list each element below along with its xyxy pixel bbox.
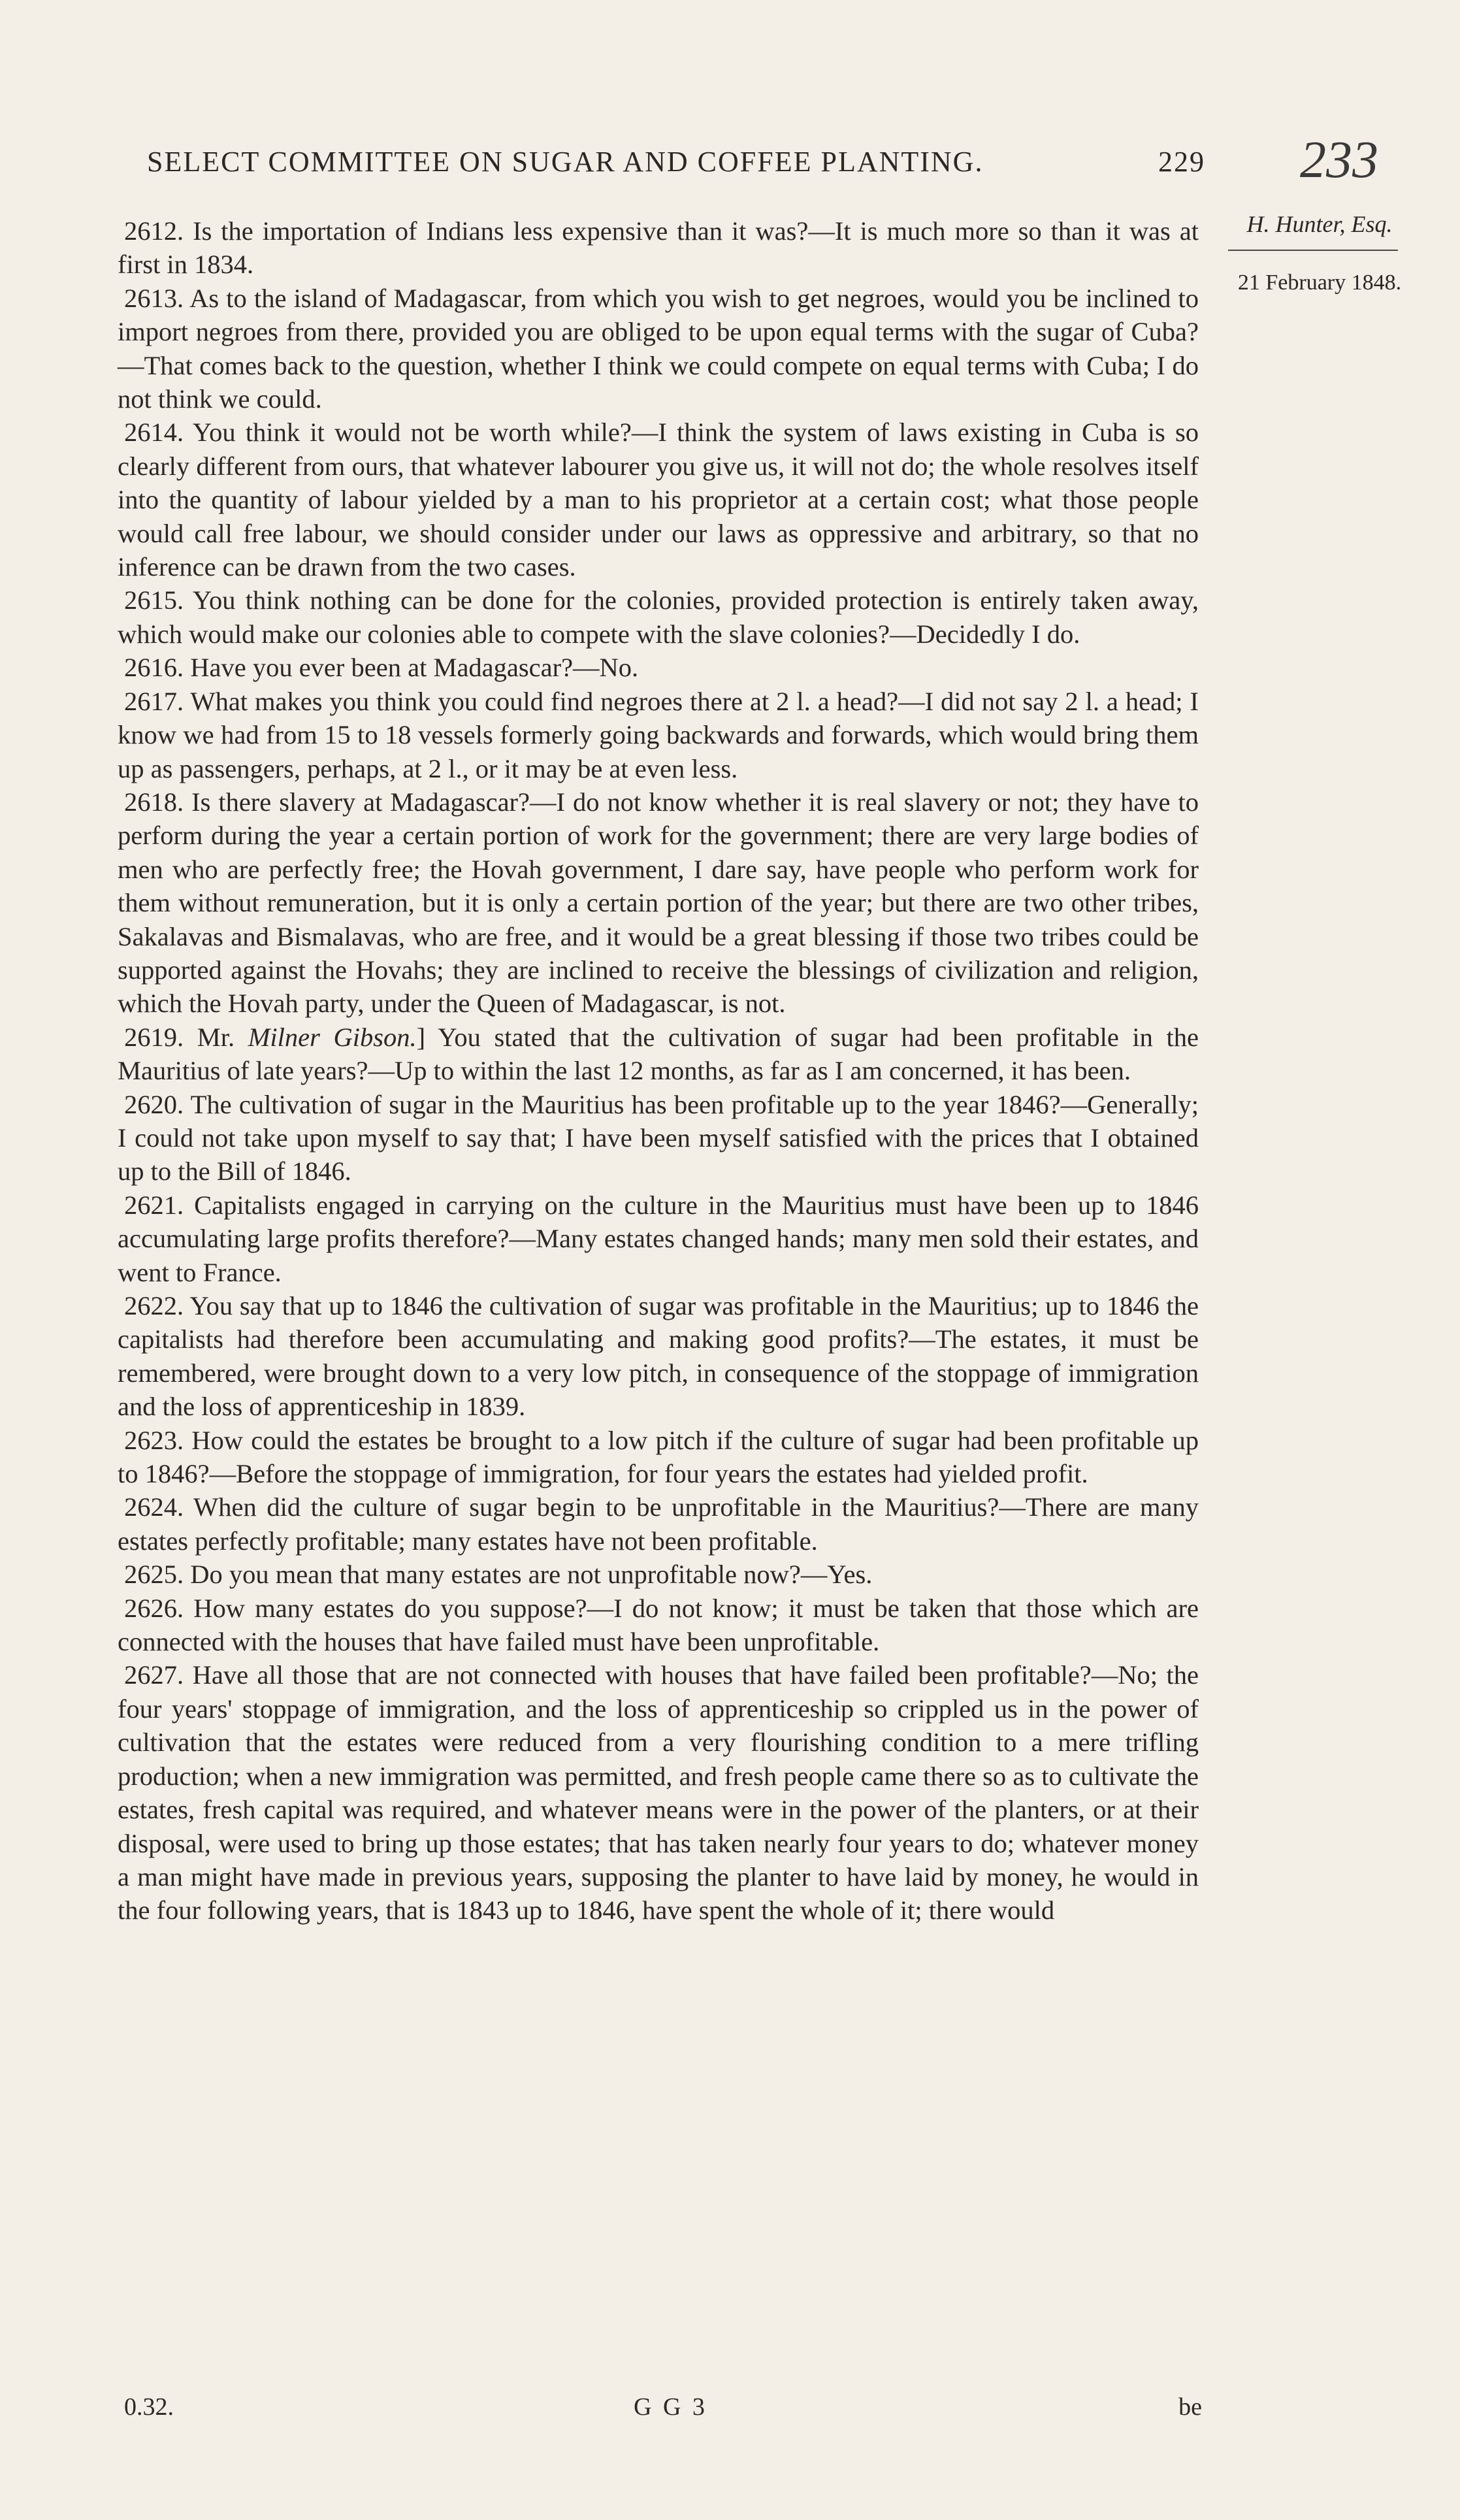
question-number: 2617. <box>124 686 184 716</box>
margin-rule <box>1228 250 1398 251</box>
question-number: 2624. <box>124 1492 184 1522</box>
witness-name: H. Hunter, Esq. <box>1246 211 1393 237</box>
question-number: 2623. <box>124 1425 184 1455</box>
question-number: 2614. <box>124 417 184 448</box>
testimony-paragraph <box>118 416 1199 583</box>
question-number: 2615. <box>124 585 184 615</box>
speaker-prefix: Mr. <box>184 1022 248 1052</box>
testimony-paragraph <box>118 282 1199 416</box>
testimony-paragraph <box>118 651 1199 684</box>
testimony-paragraph <box>118 785 1199 1021</box>
paragraph-text: Is there slavery at Madagascar?—I do not know whether it is real slavery or not; they have to perform during the year a certain portion of work for the government; there are very large bodies of men who are perfectly free; the Hovah government, I dare say, have people who perform work for them without remuneration, but it is only a certain portion of the year; but there are two other tribes, Sakalavas and Bismalavas, who are free, and it would be a great blessing if those two tribes could be supported against the Hovahs; they are inclined to receive the blessings of civilization and religion, which the Hovah party, under the Queen of Madagascar, is not. <box>118 787 1199 1019</box>
testimony-paragraph <box>118 1658 1199 1927</box>
witness-date: 21 February 1848. <box>1237 270 1402 295</box>
paragraph-text: Capitalists engaged in carrying on the culture in the Mauritius must have been up to 1846 accumulating large profits therefore?—Many estates changed hands; many men sold their estates, and went to France. <box>118 1190 1199 1287</box>
signature-mark: G G 3 <box>634 2393 707 2421</box>
paragraph-text: What makes you think you could find negroes there at 2 l. a head?—I did not say 2 l. a head; I know we had from 15 to 18 vessels formerly going backwards and forwards, which would bring them up as passengers, perhaps, at 2 l., or it may be at even less. <box>118 686 1199 783</box>
paragraph-text: Is the importation of Indians less expensive than it was?—It is much more so than it was at first in 1834. <box>118 216 1199 280</box>
question-number: 2622. <box>124 1291 184 1320</box>
body-text <box>118 214 1199 1927</box>
testimony-paragraph <box>118 1088 1199 1188</box>
page-number: 229 <box>1158 146 1205 178</box>
paragraph-text: The cultivation of sugar in the Mauritius has been profitable up to the year 1846?—Generally; I could not take upon myself to say that; I have been myself satisfied with the prices that I obtained up to the Bill of 1846. <box>118 1089 1199 1186</box>
paragraph-text: You say that up to 1846 the cultivation of sugar was profitable in the Mauritius; up to 1846 the capitalists had therefore been accumulating and making good profits?—The estates, it must be remembered, were brought down to a very low pitch, in consequence of the stoppage of immigration and the loss of apprenticeship in 1839. <box>118 1291 1199 1422</box>
running-header <box>147 145 1205 178</box>
footer-reference: 0.32. <box>124 2393 174 2421</box>
question-number: 2619. <box>124 1022 184 1052</box>
paragraph-text: Do you mean that many estates are not unprofitable now?—Yes. <box>184 1560 873 1590</box>
paragraph-text: Have all those that are not connected with houses that have failed been profitable?—No; the four years' stoppage of immigration, and the loss of apprenticeship so crippled us in the power of cultivation that the estates were reduced from a very flourishing condition to a mere trifling production; when a new immigration was permitted, and fresh people came there so as to cultivate the estates, fresh capital was required, and whatever means were in the power of the planters, or at their disposal, were used to bring up those estates; that has taken nearly four years to do; whatever money a man might have made in previous years, supposing the planter to have laid by money, he would in the four following years, that is 1843 up to 1846, have spent the whole of it; there would <box>118 1660 1199 1925</box>
paragraph-text: As to the island of Madagascar, from which you wish to get negroes, would you be inclined to import negroes from there, provided you are obliged to be upon equal terms with the sugar of Cuba?—That comes back to the question, whether I think we could compete on equal terms with Cuba; I do not think we could. <box>118 283 1199 414</box>
question-number: 2618. <box>124 787 184 817</box>
handwritten-folio-number: 233 <box>1300 131 1378 189</box>
paragraph-text: How many estates do you suppose?—I do not know; it must be taken that those which are connected with the houses that have failed must have been unprofitable. <box>118 1593 1199 1657</box>
question-number: 2613. <box>124 283 184 313</box>
question-number: 2627. <box>124 1660 184 1690</box>
testimony-paragraph <box>118 1424 1199 1491</box>
testimony-paragraph <box>118 1592 1199 1659</box>
question-number: 2625. <box>124 1560 184 1590</box>
testimony-paragraph <box>118 685 1199 785</box>
margin-note <box>1228 210 1411 295</box>
question-number: 2626. <box>124 1593 184 1623</box>
question-number: 2621. <box>124 1190 184 1220</box>
speaker-name: Milner Gibson. <box>248 1022 417 1052</box>
testimony-paragraph <box>118 1558 1199 1591</box>
testimony-paragraph <box>118 1289 1199 1424</box>
header-title: SELECT COMMITTEE ON SUGAR AND COFFEE PLANTING. <box>147 146 984 178</box>
testimony-paragraph <box>118 583 1199 651</box>
testimony-paragraph <box>118 1188 1199 1289</box>
paragraph-text: You think nothing can be done for the colonies, provided protection is entirely taken away, which would make our colonies able to compete with the slave colonies?—Decidedly I do. <box>118 585 1199 649</box>
question-number: 2616. <box>124 653 184 683</box>
question-number: 2612. <box>124 216 184 246</box>
question-number: 2620. <box>124 1089 184 1119</box>
paragraph-text: Have you ever been at Madagascar?—No. <box>184 653 639 683</box>
paragraph-text: When did the culture of sugar begin to be unprofitable in the Mauritius?—There are many estates perfectly profitable; many estates have not been profitable. <box>118 1492 1199 1556</box>
catchword: be <box>1178 2393 1202 2421</box>
testimony-paragraph <box>118 1021 1199 1088</box>
testimony-paragraph <box>118 214 1199 282</box>
testimony-paragraph <box>118 1490 1199 1558</box>
paragraph-text: ] You stated that the cultivation of sugar had been profitable in the Mauritius of late years?—Up to within the last 12 months, as far as I am concerned, it has been. <box>118 1022 1199 1086</box>
paragraph-text: How could the estates be brought to a low pitch if the culture of sugar had been profitable up to 1846?—Before the stoppage of immigration, for four years the estates had yielded profit. <box>118 1425 1199 1489</box>
paragraph-text: You think it would not be worth while?—I think the system of laws existing in Cuba is so clearly different from ours, that whatever labourer you give us, it will not do; the whole resolves itself into the quantity of labour yielded by a man to his proprietor at a certain cost; what those people would call free labour, we should consider under our laws as oppressive and arbitrary, so that no inference can be drawn from the two cases. <box>118 417 1199 582</box>
